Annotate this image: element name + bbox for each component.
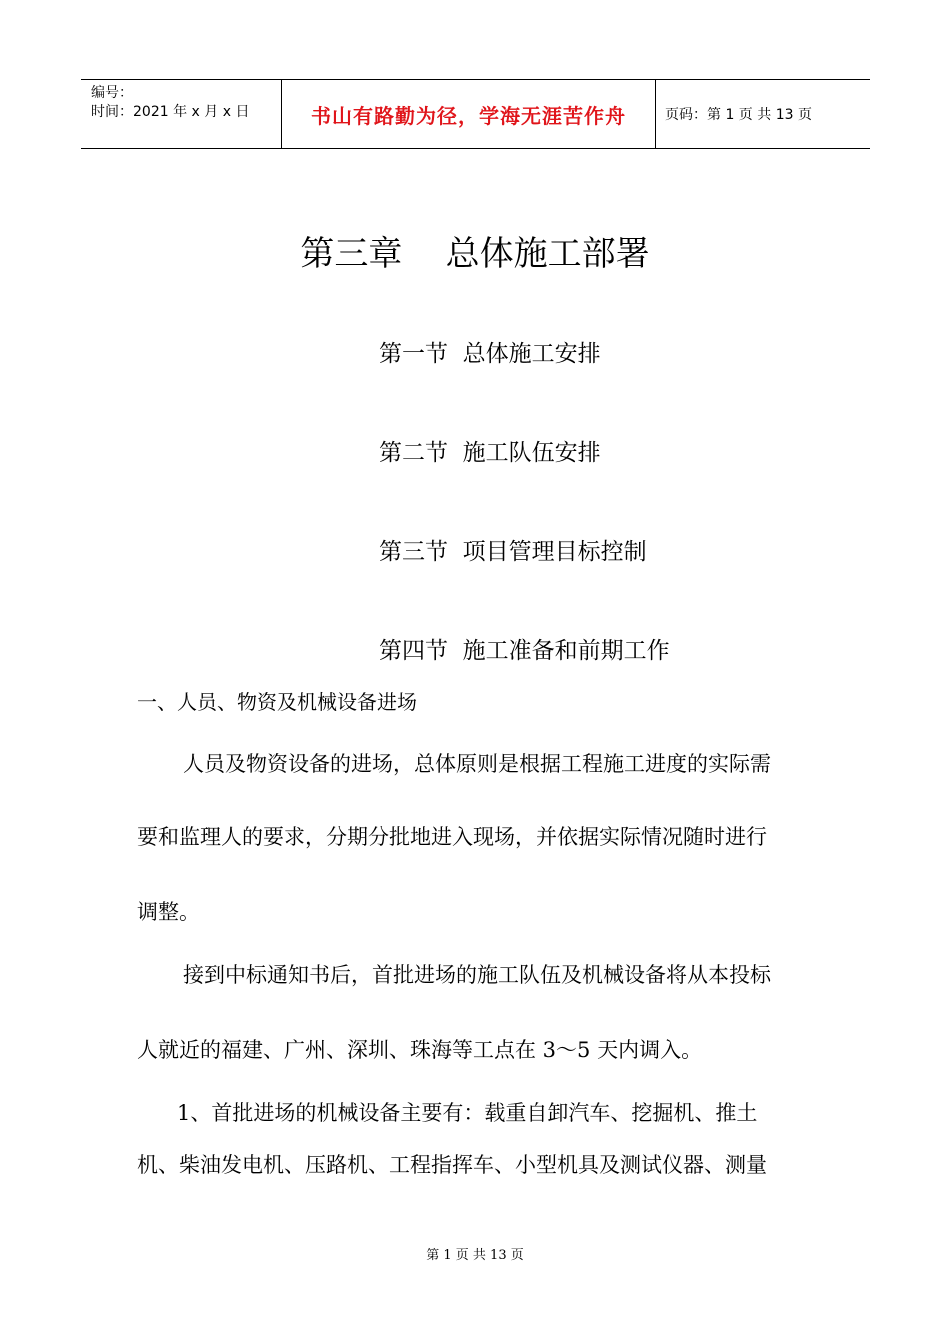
sub-heading: 一、人员、物资及机械设备进场 — [137, 690, 417, 714]
paragraph-line: 调整。 — [137, 900, 200, 924]
section-heading-3 — [379, 536, 647, 568]
section-number: 第二节 — [379, 440, 448, 466]
header-motto: 书山有路勤为径，学海无涯苦作舟 — [282, 80, 656, 148]
paragraph-line: 要和监理人的要求，分期分批地进入现场，并依据实际情况随时进行 — [137, 825, 767, 849]
section-heading-2 — [379, 437, 601, 469]
document-time-label: 时间：2021 年 x 月 x 日 — [91, 104, 250, 120]
page-footer: 第 1 页 共 13 页 — [426, 1248, 524, 1263]
document-header — [81, 79, 870, 149]
section-heading-4 — [379, 635, 670, 667]
paragraph-line: 人员及物资设备的进场，总体原则是根据工程施工进度的实际需 — [183, 752, 771, 776]
section-name: 施工队伍安排 — [462, 440, 601, 466]
section-heading-1 — [379, 338, 601, 370]
section-name: 项目管理目标控制 — [462, 539, 647, 565]
header-page-info: 页码：第 1 页 共 13 页 — [665, 107, 812, 123]
section-number: 第一节 — [379, 341, 448, 367]
paragraph-line: 接到中标通知书后，首批进场的施工队伍及机械设备将从本投标 — [183, 963, 771, 987]
chapter-title: 第三章 总体施工部署 — [300, 234, 650, 274]
document-number-label: 编号： — [91, 85, 133, 101]
paragraph-line: 机、柴油发电机、压路机、工程指挥车、小型机具及测试仪器、测量 — [137, 1153, 767, 1177]
header-meta — [81, 80, 282, 148]
paragraph-line: 人就近的福建、广州、深圳、珠海等工点在 3～5 天内调入。 — [137, 1038, 703, 1062]
section-number: 第三节 — [379, 539, 448, 565]
section-name: 总体施工安排 — [462, 341, 601, 367]
section-name: 施工准备和前期工作 — [462, 638, 670, 664]
section-number: 第四节 — [379, 638, 448, 664]
paragraph-line: 1、首批进场的机械设备主要有：载重自卸汽车、挖掘机、推土 — [177, 1101, 758, 1125]
